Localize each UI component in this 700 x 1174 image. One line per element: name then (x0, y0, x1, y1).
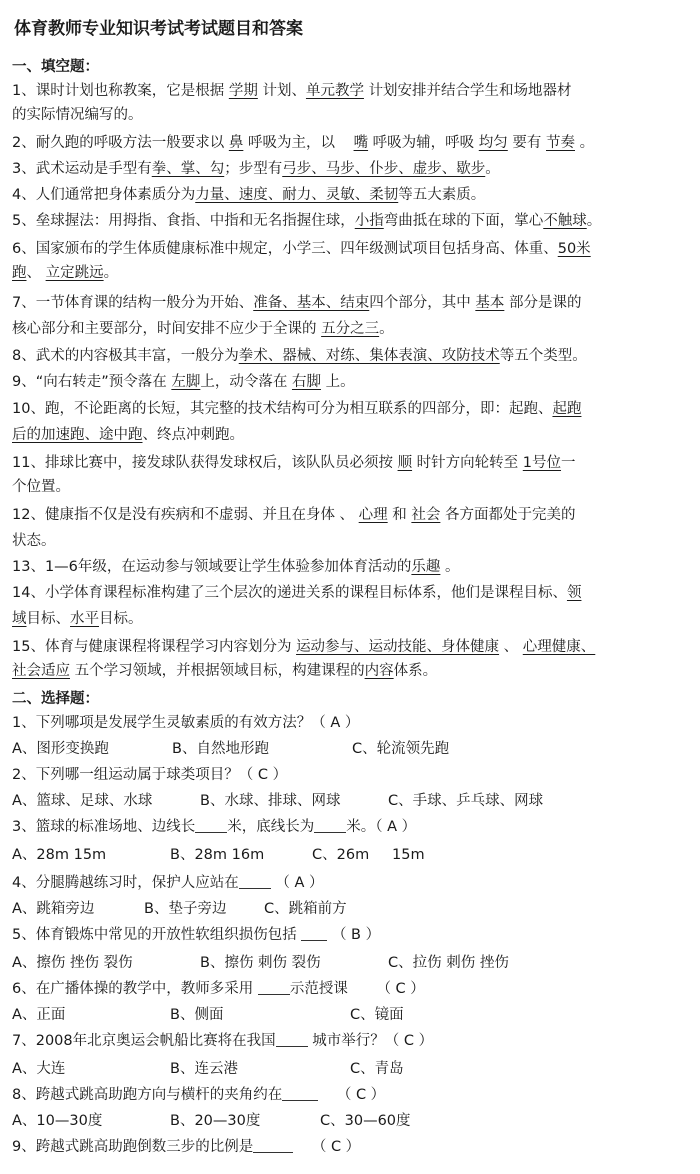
answer: 小指 (354, 213, 384, 229)
fill-question-6-cont: 跑、 立定跳远。 (12, 265, 119, 281)
answer: 社会适应 (12, 663, 70, 679)
answer: 领 (566, 585, 582, 601)
choice-options-6: A、正面 B、侧面 C、镜面 (12, 1007, 404, 1023)
fill-question-13: 13、1—6年级，在运动参与领域要让学生体验参加体育活动的乐趣 。 (12, 559, 460, 575)
answer: 水平 (70, 611, 99, 627)
blank (314, 818, 346, 833)
answer: 弓步、马步、仆步、虚步、歇步 (282, 161, 486, 177)
choice-question-5: 5、体育锻炼中常见的开放性软组织损伤包括 （ B ） (12, 927, 381, 943)
fill-question-14-cont: 域目标、水平目标。 (12, 611, 143, 627)
fill-question-15: 15、体育与健康课程将课程学习内容划分为 运动参与、运动技能、身体健康 、 心理健康、 (12, 639, 596, 655)
choice-options-7: A、大连 B、连云港 C、青岛 (12, 1061, 404, 1077)
choice-question-2: 2、下列哪一组运动属于球类项目？（ C ） (12, 767, 288, 783)
answer: 左脚 (171, 374, 201, 390)
fill-question-14: 14、小学体育课程标准构建了三个层次的递进关系的课程目标体系，他们是课程目标、领 (12, 585, 582, 601)
answer: 准备、基本、结束 (253, 295, 370, 311)
section-heading-multiple-choice: 二、选择题： (12, 691, 99, 707)
answer: 内容 (364, 663, 394, 679)
choice-question-8: 8、跨越式跳高助跑方向与横杆的夹角约在 （ C ） (12, 1087, 386, 1103)
answer: 1号位 (522, 455, 562, 471)
choice-options-8: A、10—30度 B、20—30度 C、30—60度 (12, 1113, 411, 1129)
answer: 心理 (358, 507, 388, 523)
answer: 力量、速度、耐力、灵敏、柔韧 (195, 187, 399, 203)
choice-options-2: A、篮球、足球、水球 B、水球、排球、网球 C、手球、乒乓球、网球 (12, 793, 544, 809)
fill-question-6: 6、国家颁布的学生体质健康标准中规定，小学三、四年级测试项目包括身高、体重、50米 (12, 241, 591, 257)
answer: 学期 (228, 83, 258, 99)
blank (195, 818, 227, 833)
fill-question-5: 5、垒球握法：用拇指、食指、中指和无名指握住球，小指弯曲抵在球的下面，掌心不触球。 (12, 213, 602, 229)
blank (276, 1032, 308, 1047)
answer: 均匀 (478, 135, 508, 151)
fill-question-1-cont: 的实际情况编写的。 (12, 107, 143, 123)
blank (253, 1138, 293, 1153)
fill-question-11-cont: 个位置。 (12, 479, 70, 495)
fill-question-15-cont: 社会适应 五个学习领域，并根据领域目标，构建课程的内容体系。 (12, 663, 438, 679)
fill-question-1: 1、课时计划也称教案，它是根据 学期 计划、单元教学 计划安排并结合学生和场地器材 (12, 83, 572, 99)
answer: 基本 (475, 295, 505, 311)
fill-question-9: 9、“向右转走”预令落在 左脚上，动令落在 右脚 上。 (12, 374, 355, 390)
section-heading-fill-blank: 一、填空题： (12, 59, 99, 75)
answer: 单元教学 (305, 83, 364, 99)
answer: 鼻 (228, 135, 244, 151)
answer: 拳、掌、勾 (151, 161, 225, 177)
fill-question-12: 12、健康指不仅是没有疾病和不虚弱、并且在身体 、 心理 和 社会 各方面都处于完美的 (12, 507, 576, 523)
answer: 起跑 (552, 401, 582, 417)
blank (239, 874, 271, 889)
answer: 后的加速跑、途中跑 (12, 427, 143, 443)
answer: 社会 (411, 507, 441, 523)
answer: 50米 (557, 241, 591, 257)
choice-question-4: 4、分腿腾越练习时，保护人应站在 （ A ） (12, 875, 324, 891)
answer: 五分之三 (321, 321, 380, 337)
answer: 嘴 (353, 135, 369, 151)
answer: 运动参与、运动技能、身体健康 (296, 639, 500, 655)
choice-options-4: A、跳箱旁边 B、垫子旁边 C、跳箱前方 (12, 901, 347, 917)
answer: 乐趣 (411, 559, 441, 575)
blank (258, 980, 290, 995)
fill-question-3: 3、武术运动是手型有拳、掌、勾；步型有弓步、马步、仆步、虚步、歇步。 (12, 161, 500, 177)
fill-question-10: 10、跑，不论距离的长短，其完整的技术结构可分为相互联系的四部分，即：起跑、起跑 (12, 401, 582, 417)
document-title: 体育教师专业知识考试考试题目和答案 (14, 19, 303, 39)
answer: 顺 (397, 455, 413, 471)
fill-question-10-cont: 后的加速跑、途中跑、终点冲刺跑。 (12, 427, 244, 443)
choice-question-6: 6、在广播体操的教学中，教师多采用 示范授课 （ C ） (12, 981, 425, 997)
fill-question-12-cont: 状态。 (12, 533, 56, 549)
answer: 立定跳远 (45, 265, 104, 281)
answer: 跑 (12, 265, 27, 281)
answer: 心理健康、 (522, 639, 596, 655)
blank (301, 926, 327, 941)
fill-question-7-cont: 核心部分和主要部分，时间安排不应少于全课的 五分之三。 (12, 321, 394, 337)
choice-options-3: A、28m 15m B、28m 16m C、26m 15m (12, 847, 425, 863)
choice-question-1: 1、下列哪项是发展学生灵敏素质的有效方法？（ A ） (12, 715, 360, 731)
answer: 拳术、器械、对练、集体表演、攻防技术 (238, 348, 500, 364)
choice-options-1: A、图形变换跑 B、自然地形跑 C、轮流领先跑 (12, 741, 450, 757)
answer: 右脚 (291, 374, 321, 390)
fill-question-8: 8、武术的内容极其丰富，一般分为拳术、器械、对练、集体表演、攻防技术等五个类型。 (12, 348, 587, 364)
answer: 域 (12, 611, 27, 627)
fill-question-2: 2、耐久跑的呼吸方法一般要求以 鼻 呼吸为主，以 嘴 呼吸为辅，呼吸 均匀 要有 节奏 。 (12, 135, 595, 151)
fill-question-4: 4、人们通常把身体素质分为力量、速度、耐力、灵敏、柔韧等五大素质。 (12, 187, 486, 203)
fill-question-7: 7、一节体育课的结构一般分为开始、准备、基本、结束四个部分，其中 基本 部分是课的 (12, 295, 582, 311)
choice-question-9: 9、跨越式跳高助跑倒数三步的比例是 （ C ） (12, 1139, 361, 1155)
fill-question-11: 11、排球比赛中，接发球队获得发球权后，该队队员必须按 顺 时针方向轮转至 1号位一 (12, 455, 576, 471)
answer: 节奏 (546, 135, 575, 151)
choice-question-7: 7、2008年北京奥运会帆船比赛将在我国 城市举行？（ C ） (12, 1033, 434, 1049)
blank (282, 1086, 318, 1101)
choice-options-5: A、擦伤 挫伤 裂伤 B、擦伤 刺伤 裂伤 C、拉伤 刺伤 挫伤 (12, 955, 509, 971)
choice-question-3: 3、篮球的标准场地、边线长 米，底线长为 米。（ A ） (12, 819, 417, 835)
answer: 不触球 (543, 213, 587, 229)
